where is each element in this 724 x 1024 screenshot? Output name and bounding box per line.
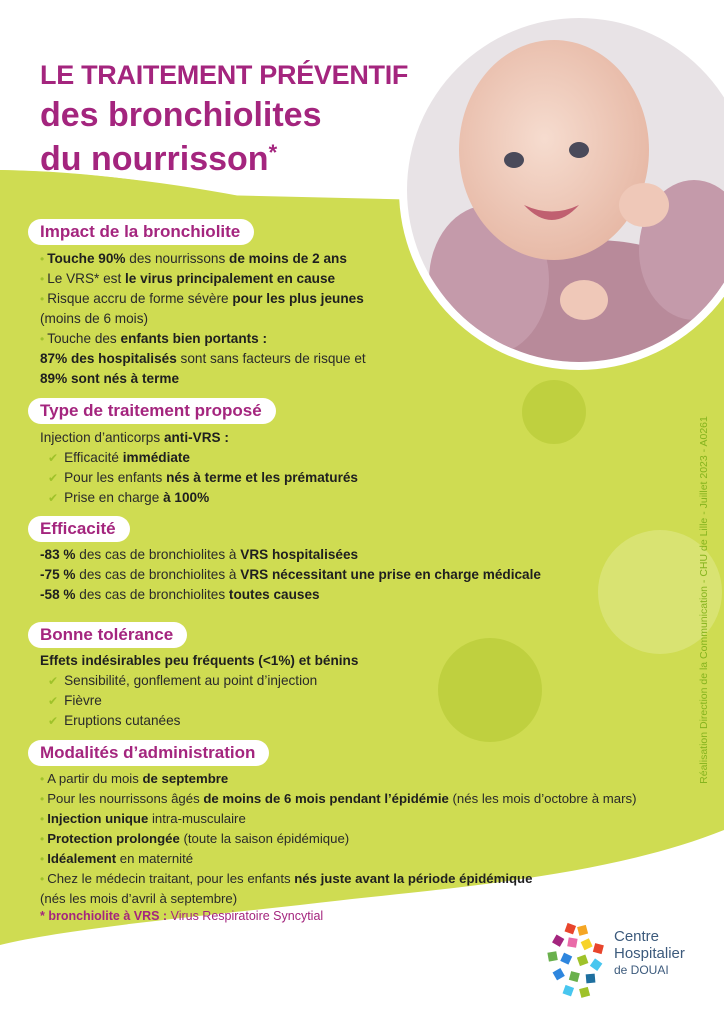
check-icon: ✔: [48, 451, 59, 465]
deco-circle: [438, 638, 542, 742]
check-icon: ✔: [48, 491, 59, 505]
baby-photo: [394, 0, 724, 370]
list-item: -83 % des cas de bronchiolites à VRS hospitalisées: [40, 547, 359, 562]
title-star: *: [268, 140, 278, 165]
list-item: -58 % des cas de bronchiolites toutes causes: [40, 587, 320, 602]
list-item: 87% des hospitalisés sont sans facteurs de risque et: [40, 351, 366, 366]
vertical-credit: Réalisation Direction de la Communication - CHU de Lille - Juillet 2023 - A0261: [698, 416, 710, 784]
section-tolerance: [40, 651, 358, 731]
heading-impact: Impact de la bronchiolite: [28, 219, 254, 245]
logo-mark-icon: [544, 922, 610, 1004]
hospital-logo: [544, 922, 704, 1004]
list-item: • Touche des enfants bien portants :: [40, 331, 268, 346]
bullet-icon: •: [40, 772, 45, 786]
list-item: • Risque accru de forme sévère pour les plus jeunes: [40, 291, 364, 306]
list-item: • Touche 90% des nourrissons de moins de 2 ans: [40, 251, 347, 266]
list-item: ✔ Prise en charge à 100%: [48, 490, 210, 505]
deco-circle: [522, 380, 586, 444]
list-item: • Idéalement en maternité: [40, 851, 194, 866]
section-efficacite: [40, 545, 541, 605]
bullet-icon: •: [40, 832, 45, 846]
check-icon: ✔: [48, 714, 59, 728]
list-item: ✔ Efficacité immédiate: [48, 450, 190, 465]
bullet-icon: •: [40, 272, 45, 286]
logo-line-2: Hospitalier: [614, 945, 685, 962]
section-impact: [40, 249, 366, 389]
title-line-3-text: du nourrisson: [40, 140, 269, 178]
intro: Effets indésirables peu fréquents (<1%) et bénins: [40, 653, 359, 668]
heading-modalites: Modalités d’administration: [28, 740, 269, 766]
logo-line-1: Centre: [614, 928, 660, 945]
intro: Injection d’anticorps anti-VRS :: [40, 430, 229, 445]
footnote-text: Virus Respiratoire Syncytial: [167, 909, 324, 923]
list-item: • Le VRS* est le virus principalement en cause: [40, 271, 336, 286]
section-type: [40, 428, 358, 508]
check-icon: ✔: [48, 674, 59, 688]
list-item: (nés les mois d’avril à septembre): [40, 891, 238, 906]
list-item: (moins de 6 mois): [40, 311, 149, 326]
logo-line-3: de DOUAI: [614, 963, 669, 977]
bullet-icon: •: [40, 292, 45, 306]
list-item: ✔ Eruptions cutanées: [48, 713, 181, 728]
list-item: • Pour les nourrissons âgés de moins de 6 mois pendant l’épidémie (nés les mois d’octobre à mars): [40, 791, 637, 806]
heading-type: Type de traitement proposé: [28, 398, 276, 424]
footnote: [40, 909, 323, 923]
footnote-term: * bronchiolite à VRS :: [40, 909, 168, 923]
bullet-icon: •: [40, 252, 45, 266]
logo-text: [614, 928, 685, 979]
bullet-icon: •: [40, 792, 45, 806]
bullet-icon: •: [40, 332, 45, 346]
list-item: -75 % des cas de bronchiolites à VRS nécessitant une prise en charge médicale: [40, 567, 541, 582]
list-item: • A partir du mois de septembre: [40, 771, 229, 786]
bullet-icon: •: [40, 812, 45, 826]
list-item: ✔ Pour les enfants nés à terme et les prématurés: [48, 470, 358, 485]
section-modalites: [40, 769, 636, 909]
bullet-icon: •: [40, 852, 45, 866]
check-icon: ✔: [48, 694, 59, 708]
title-line-3: [40, 140, 277, 179]
bullet-icon: •: [40, 872, 45, 886]
list-item: • Chez le médecin traitant, pour les enfants nés juste avant la période épidémique: [40, 871, 533, 886]
heading-tolerance: Bonne tolérance: [28, 622, 187, 648]
title-line-2: des bronchiolites: [40, 96, 322, 134]
heading-efficacite: Efficacité: [28, 516, 130, 542]
title-line-1: LE TRAITEMENT PRÉVENTIF: [40, 60, 409, 90]
list-item: ✔ Sensibilité, gonflement au point d’injection: [48, 673, 318, 688]
list-item: • Protection prolongée (toute la saison épidémique): [40, 831, 350, 846]
check-icon: ✔: [48, 471, 59, 485]
list-item: ✔ Fièvre: [48, 693, 102, 708]
list-item: 89% sont nés à terme: [40, 371, 180, 386]
list-item: • Injection unique intra-musculaire: [40, 811, 246, 826]
